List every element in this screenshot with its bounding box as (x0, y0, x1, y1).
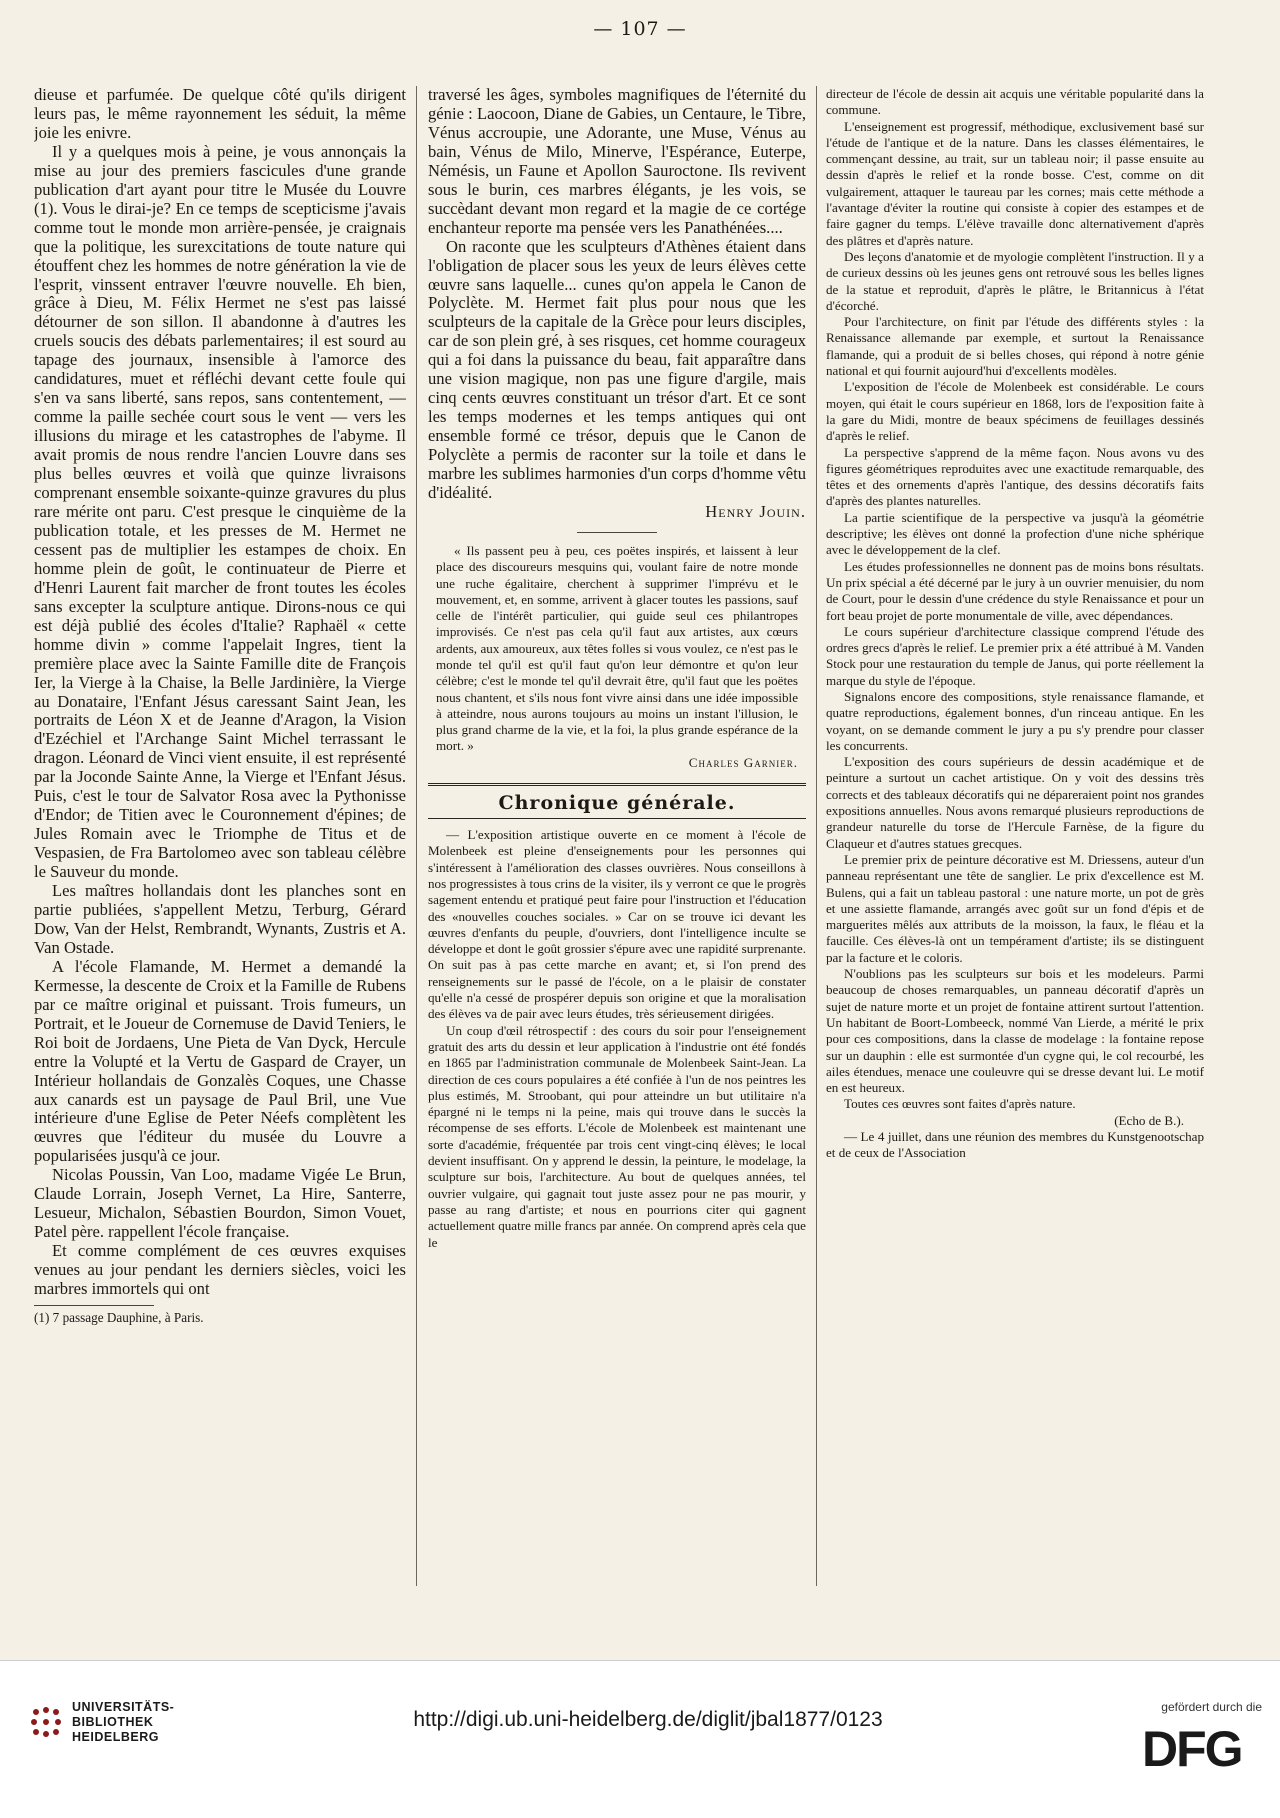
paragraph: L'enseignement est progressif, méthodique, exclusivement basé sur l'étude de l'antique et de la nature. Dans les classes élémentaires, le commençant dessine, au trait, sur un tableau noir; il passe ensuite au dessin d'après le relief et la ronde bosse. C'est, comme on dit vulgairement, attaquer le taureau par les cornes; mais cette méthode a l'avantage d'éviter la routine qui consiste à copier des estampes et de faire gagner du temps. L'élève travaille donc alternativement d'après des plâtres et d'après nature. (826, 118, 1204, 248)
section-heading (428, 783, 806, 819)
source-url-link[interactable]: http://digi.ub.uni-heidelberg.de/diglit/jbal1877/0123 (413, 1708, 883, 1731)
text-column-left (34, 86, 406, 1586)
paragraph: Les maîtres hollandais dont les planches sont en partie publiées, s'appellent Metzu, Terburg, Gérard Dow, Van der Helst, Rembrandt, Wynants, Zustris et A. Van Ostade. (34, 881, 406, 957)
svg-text:DFG: DFG (1142, 1722, 1242, 1772)
paragraph: L'exposition des cours supérieurs de dessin académique et de peinture a surtout un cachet artistique. On y voit des dessins très corrects et des tableaux décoratifs qui ne dépareraient point nos grandes expositions annuelles. Nous avons remarqué plusieurs reproductions de grandeur naturelle du torse de l'Hercule Farnèse, de la figure du Claqueur et d'autres statues grecques. (826, 754, 1204, 851)
paragraph: Il y a quelques mois à peine, je vous annonçais la mise au jour des premiers fascicules d'une grande publication d'art ayant pour titre le Musée du Louvre (1). Vous le dirai-je? En ce temps de scepticisme j'avais comme tout le monde mon arrière-pensée, je craignais que la politique, les surexcitations de toute nature qui étouffent chez les hommes de notre génération la vie de l'esprit, vinssent entraver l'œuvre nouvelle. Eh bien, grâce à Dieu, M. Félix Hermet ne s'est pas laissé détourner de son sillon. Il abandonne à d'autres les cruels soucis des débats parlementaires; il est sourd au tapage des journaux, insensible à l'amorce des candidatures, muet et réfléchi devant cette foule qui s'en va sans liberté, sans repos, sans contentement, — comme la paille sechée court sous le vent — vers les illusions du mirage et les catastrophes de l'abyme. Il avait promis de nous rendre l'ancien Louvre dans ses plus belles œuvres et voilà que quinze livraisons comprenant ensemble soixante-quinze gravures du plus rare mérite ont paru. C'est presque le cinquième de la publication totale, et les presses de M. Hermet ne cessent pas de multiplier les estampes de choix. En homme plein de goût, le continuateur de Pierre et d'Henri Laurent fait marcher de front toutes les écoles sans excepter la sculpture antique. Dirons-nous ce qui est déjà publié des écoles d'Italie? Raphaël « cette homme divin » comme l'appelait Ingres, tient la première place avec la Sainte Famille dite de François Ier, la Vierge à la Chaise, la Belle Jardinière, la Vierge au Donataire, l'Enfant Jésus caressant Saint Jean, les portraits de Léon X et de Jeanne d'Aragon, la Vision d'Ezéchiel et l'Archange Saint Michel terrassant le dragon. Léonard de Vinci vient ensuite, il est représenté par la Joconde Sainte Anne, la Vierge et l'Enfant Jésus. Puis, c'est le tour de Salvator Rosa avec la Pythonisse d'Endor; de Titien avec le Couronnement d'épines; de Jules Romain avec le Triomphe de Titus et de Vespasien, de Fra Bartolomeo avec son tableau célèbre le Sauveur du monde. (34, 141, 406, 882)
paragraph: Les études professionnelles ne donnent pas de moins bons résultats. Un prix spécial a été décerné par le jury à un ouvrier menuisier, du nom de Court, pour le dessin d'une crédence du style Renaissance et pour un fort beau projet de porte monumentale de ville, avec dépendances. (826, 558, 1204, 623)
university-library-logo-icon (28, 1704, 64, 1740)
dfg-logo-icon (1140, 1722, 1262, 1772)
column-divider (416, 86, 417, 1586)
section-title: Chronique générale. (498, 792, 736, 815)
paragraph: — L'exposition artistique ouverte en ce moment à l'école de Molenbeek est pleine d'enseignements pour les personnes qui s'intéressent à l'amélioration des classes ouvrières. Nous conseillons à nos progressistes à tous crins de la visiter, ils y verront ce que le progrès sagement entendu et pratiqué peut faire pour l'instruction et l'éducation des «nouvelles couches sociales. » Car on se trouve ici devant les œuvres d'enfants du peuple, d'ouvriers, dont l'intelligence inculte se développe et dont le goût grossier s'épure avec une rapidité surprenante. On suit pas à pas cette marche en avant; et, si l'on prend des renseignements sur le passé de l'école, on a le plaisir de constater qu'elle n'a cessé de prospérer depuis son origine et que la moralisation des élèves va de pair avec leurs études, très sérieusement dirigées. (428, 827, 806, 1022)
quote-signature: Charles Garnier. (688, 754, 798, 770)
column-divider (816, 86, 817, 1586)
digitization-footer (0, 1660, 1280, 1818)
footer-divider (0, 1660, 1280, 1661)
text-column-right (826, 86, 1204, 1596)
paragraph: La partie scientifique de la perspective va jusqu'à la géométrie descriptive; les élèves ont donné la profection d'une niche sphérique avec le développement de la clef. (826, 509, 1204, 558)
quotation: « Ils passent peu à peu, ces poëtes inspirés, et laissent à leur place des discoureurs mesquins qui, voulant faire de notre monde une ruche égalitaire, cherchent à supprimer l'imprévu et le mouvement, et, en somme, arrivent à glacer toutes les passions, sauf celle de l'intérêt particulier, qui guide seul ces philantropes improvisés. Ce n'est pas cela qu'il faut aux artistes, aux cœurs ardents, aux amoureux, aux têtes folles si vous voulez, ce n'est pas le monde tel qu'il est qu'il faut qu'on leur démontre et qu'on leur célèbre; c'est le monde tel qu'il devrait être, qu'il faut que les poëtes nous chantent, et s'ils nous font vivre ainsi dans une idée impossible à atteindre, nous aurons toujours au moins un instant l'illusion, le plus grand charme de la vie, et la foi, la plus grande espérance de la mort. » (436, 542, 798, 754)
separator-rule (577, 532, 657, 533)
paragraph: — Le 4 juillet, dans une réunion des membres du Kunstgenootschap et de ceux de l'Association (826, 1129, 1204, 1161)
funding-caption: gefördert durch die (1161, 1700, 1262, 1714)
paragraph: A l'école Flamande, M. Hermet a demandé la Kermesse, la descente de Croix et la Famille de Rubens par ce maître original et puissant. Trois fumeurs, un Portrait, et le Joueur de Cornemuse de David Teniers, le Roi boit de Jordaens, Une Pieta de Van Dyck, Hercule entre la Volupté et la Vertu de Gaspard de Crayer, un Intérieur hollandais de Gonzalès Coques, une Chasse aux canards est un paysage de Paul Bril, une Vue intérieure d'une Eglise de Peter Néefs complètent les œuvres que l'éditeur du musée du Louvre a popularisées jusqu'à ce jour. (34, 956, 406, 1166)
paragraph: Pour l'architecture, on finit par l'étude des différents styles : la Renaissance allemande par exemple, et surtout la Renaissance flamande, qui a produit de si belles choses, qui répond à notre génie national et qui fournit aujourd'hui d'excellents modèles. (826, 314, 1204, 379)
paragraph: dieuse et parfumée. De quelque côté qu'ils dirigent leurs pas, le même rayonnement les séduit, la même joie les enivre. (34, 86, 406, 142)
author-signature: Henry Jouin. (705, 501, 806, 521)
source-citation: (Echo de B.). (1114, 1112, 1184, 1128)
paragraph: Des leçons d'anatomie et de myologie complètent l'instruction. Il y a de curieux dessins où les jeunes gens ont retrouvé sous les belles lignes de la statue et reproduit, d'après le plâtre, le Britannicus à l'état d'écorché. (826, 248, 1204, 313)
paragraph: Nicolas Poussin, Van Loo, madame Vigée Le Brun, Claude Lorrain, Joseph Vernet, La Hire, Santerre, Lesueur, Michalon, Sébastien Bourdon, Simon Vouet, Patel père. rappellent l'école française. (34, 1165, 406, 1242)
paragraph: Et comme complément de ces œuvres exquises venues au jour pendant les derniers siècles, voici les marbres immortels qui ont (34, 1241, 406, 1299)
paragraph: Signalons encore des compositions, style renaissance flamande, et quatre reproductions, également bonnes, d'un rinceau antique. En les voyant, on se demande comment le jury a pu s'y prendre pour classer les concurrents. (826, 688, 1204, 753)
paragraph: N'oublions pas les sculpteurs sur bois et les modeleurs. Parmi beaucoup de choses remarquables, un panneau décoratif d'après un sujet de nature morte et un projet de fontaine attirent surtout l'attention. Un habitant de Boort-Lombeeck, nommé Van Lierde, a mérité le prix pour ces compositions, dans la classe de modelage : la fontaine repose sur un dauphin : elle est surmontée d'un cygne qui, le col recourbé, les ailes étendues, menace une couleuvre qui se dresse devant lui. Le motif en est heureux. (826, 966, 1204, 1096)
paragraph: traversé les âges, symboles magnifiques de l'éternité du génie : Laocoon, Diane de Gabies, un Centaure, le Tibre, Vénus accroupie, une Adorante, une Muse, Vénus au bain, Vénus de Milo, Minerve, l'Espérance, Euterpe, Némésis, un Faune et Apollon Sauroctone. Ils revivent sous le burin, ces marbres élégants, je les vois, se succèdant devant mon regard et la magie de ce cortége enchanteur reporte ma pensée vers les Panathénées.... (428, 86, 806, 237)
paragraph: La perspective s'apprend de la même façon. Nous avons vu des figures géométriques reproduites avec une exactitude remarquable, des têtes et des ornements d'après l'antique, des dessins décoratifs faits d'après des plantes naturelles. (826, 444, 1204, 509)
paragraph: Un coup d'œil rétrospectif : des cours du soir pour l'enseignement gratuit des arts du dessin et leur application à l'industrie ont été fondés en 1865 par l'administration communale de Molenbeek Saint-Jean. La direction de ces cours populaires a été confiée à l'un de nos peintres les plus estimés, M. Stroobant, qui pour atteindre un but utilitaire n'a épargné ni le temps ni la peine, mais qui trouve dans le succès la récompense de ses efforts. L'école de Molenbeek est maintenant une sorte d'académie, fréquentée par trois cent vingt-cinq élèves; le local devient insuffisant. On y apprend le dessin, la peinture, le modelage, la sculpture sur bois, l'architecture. Au bout de quelques années, tel ouvrier vulgaire, qui gagnait tout juste assez pour ne pas mourir, y passe au rang d'artiste; et nous en pourrions citer qui gagnent actuellement quatre mille francs par année. On comprend après cela que le (428, 1022, 806, 1250)
paragraph: directeur de l'école de dessin ait acquis une véritable popularité dans la commune. (826, 86, 1204, 118)
footnote: (1) 7 passage Dauphine, à Paris. (34, 1310, 204, 1325)
paragraph: On raconte que les sculpteurs d'Athènes étaient dans l'obligation de placer sous les yeux de leurs élèves cette œuvre sans laquelle... cunes qu'on appela le Canon de Polyclète. M. Hermet fait plus pour nous que les sculpteurs de la capitale de la Grèce pour leurs disciples, car de son plein gré, à ses risques, cet homme courageux qui a foi dans la puissance du beau, fait apparaître dans une vision magique, non pas une figure d'argile, mais cinq cents œuvres constituant un trésor d'art. Et ce sont les temps modernes et les temps antiques qui ont ensemble formé ce trésor, depuis que le Canon de Polyclète a permis de raconter sur la toile et dans le marbre les sublimes harmonies d'un corps d'homme vêtu d'idéalité. (428, 236, 806, 503)
page-number: — 107 — (593, 18, 687, 40)
library-name: UNIVERSITÄTS- BIBLIOTHEK HEIDELBERG (72, 1700, 175, 1744)
paragraph: Le premier prix de peinture décorative est M. Driessens, auteur d'un panneau représentant une tête de sanglier. Le prix d'excellence est M. Bulens, qui a fait un tableau pastoral : une nature morte, un pot de grès et une assiette flamande, arrangés avec goût sur un fond d'épis et de marguerites mêlés aux attributs de la moisson, la faux, le fléau et la faucille. Ces élèves-là ont un tempérament d'artiste; ils se distinguent par la facture et le coloris. (826, 851, 1204, 965)
paragraph: Toutes ces œuvres sont faites d'après nature. (844, 1096, 1076, 1112)
text-column-middle (428, 86, 806, 1606)
paragraph: Le cours supérieur d'architecture classique comprend l'étude des ordres grecs d'après le relief. Le premier prix a été attribué à M. Vanden Stock pour une restauration du temple de Janus, qui porte réellement la marque du style de l'époque. (826, 623, 1204, 688)
paragraph: L'exposition de l'école de Molenbeek est considérable. Le cours moyen, qui était le cours supérieur en 1868, lors de l'exposition faite à la gare du Midi, montre de beaux spécimens de feuillages dessinés d'après le relief. (826, 379, 1204, 444)
footnote-divider (34, 1305, 154, 1306)
